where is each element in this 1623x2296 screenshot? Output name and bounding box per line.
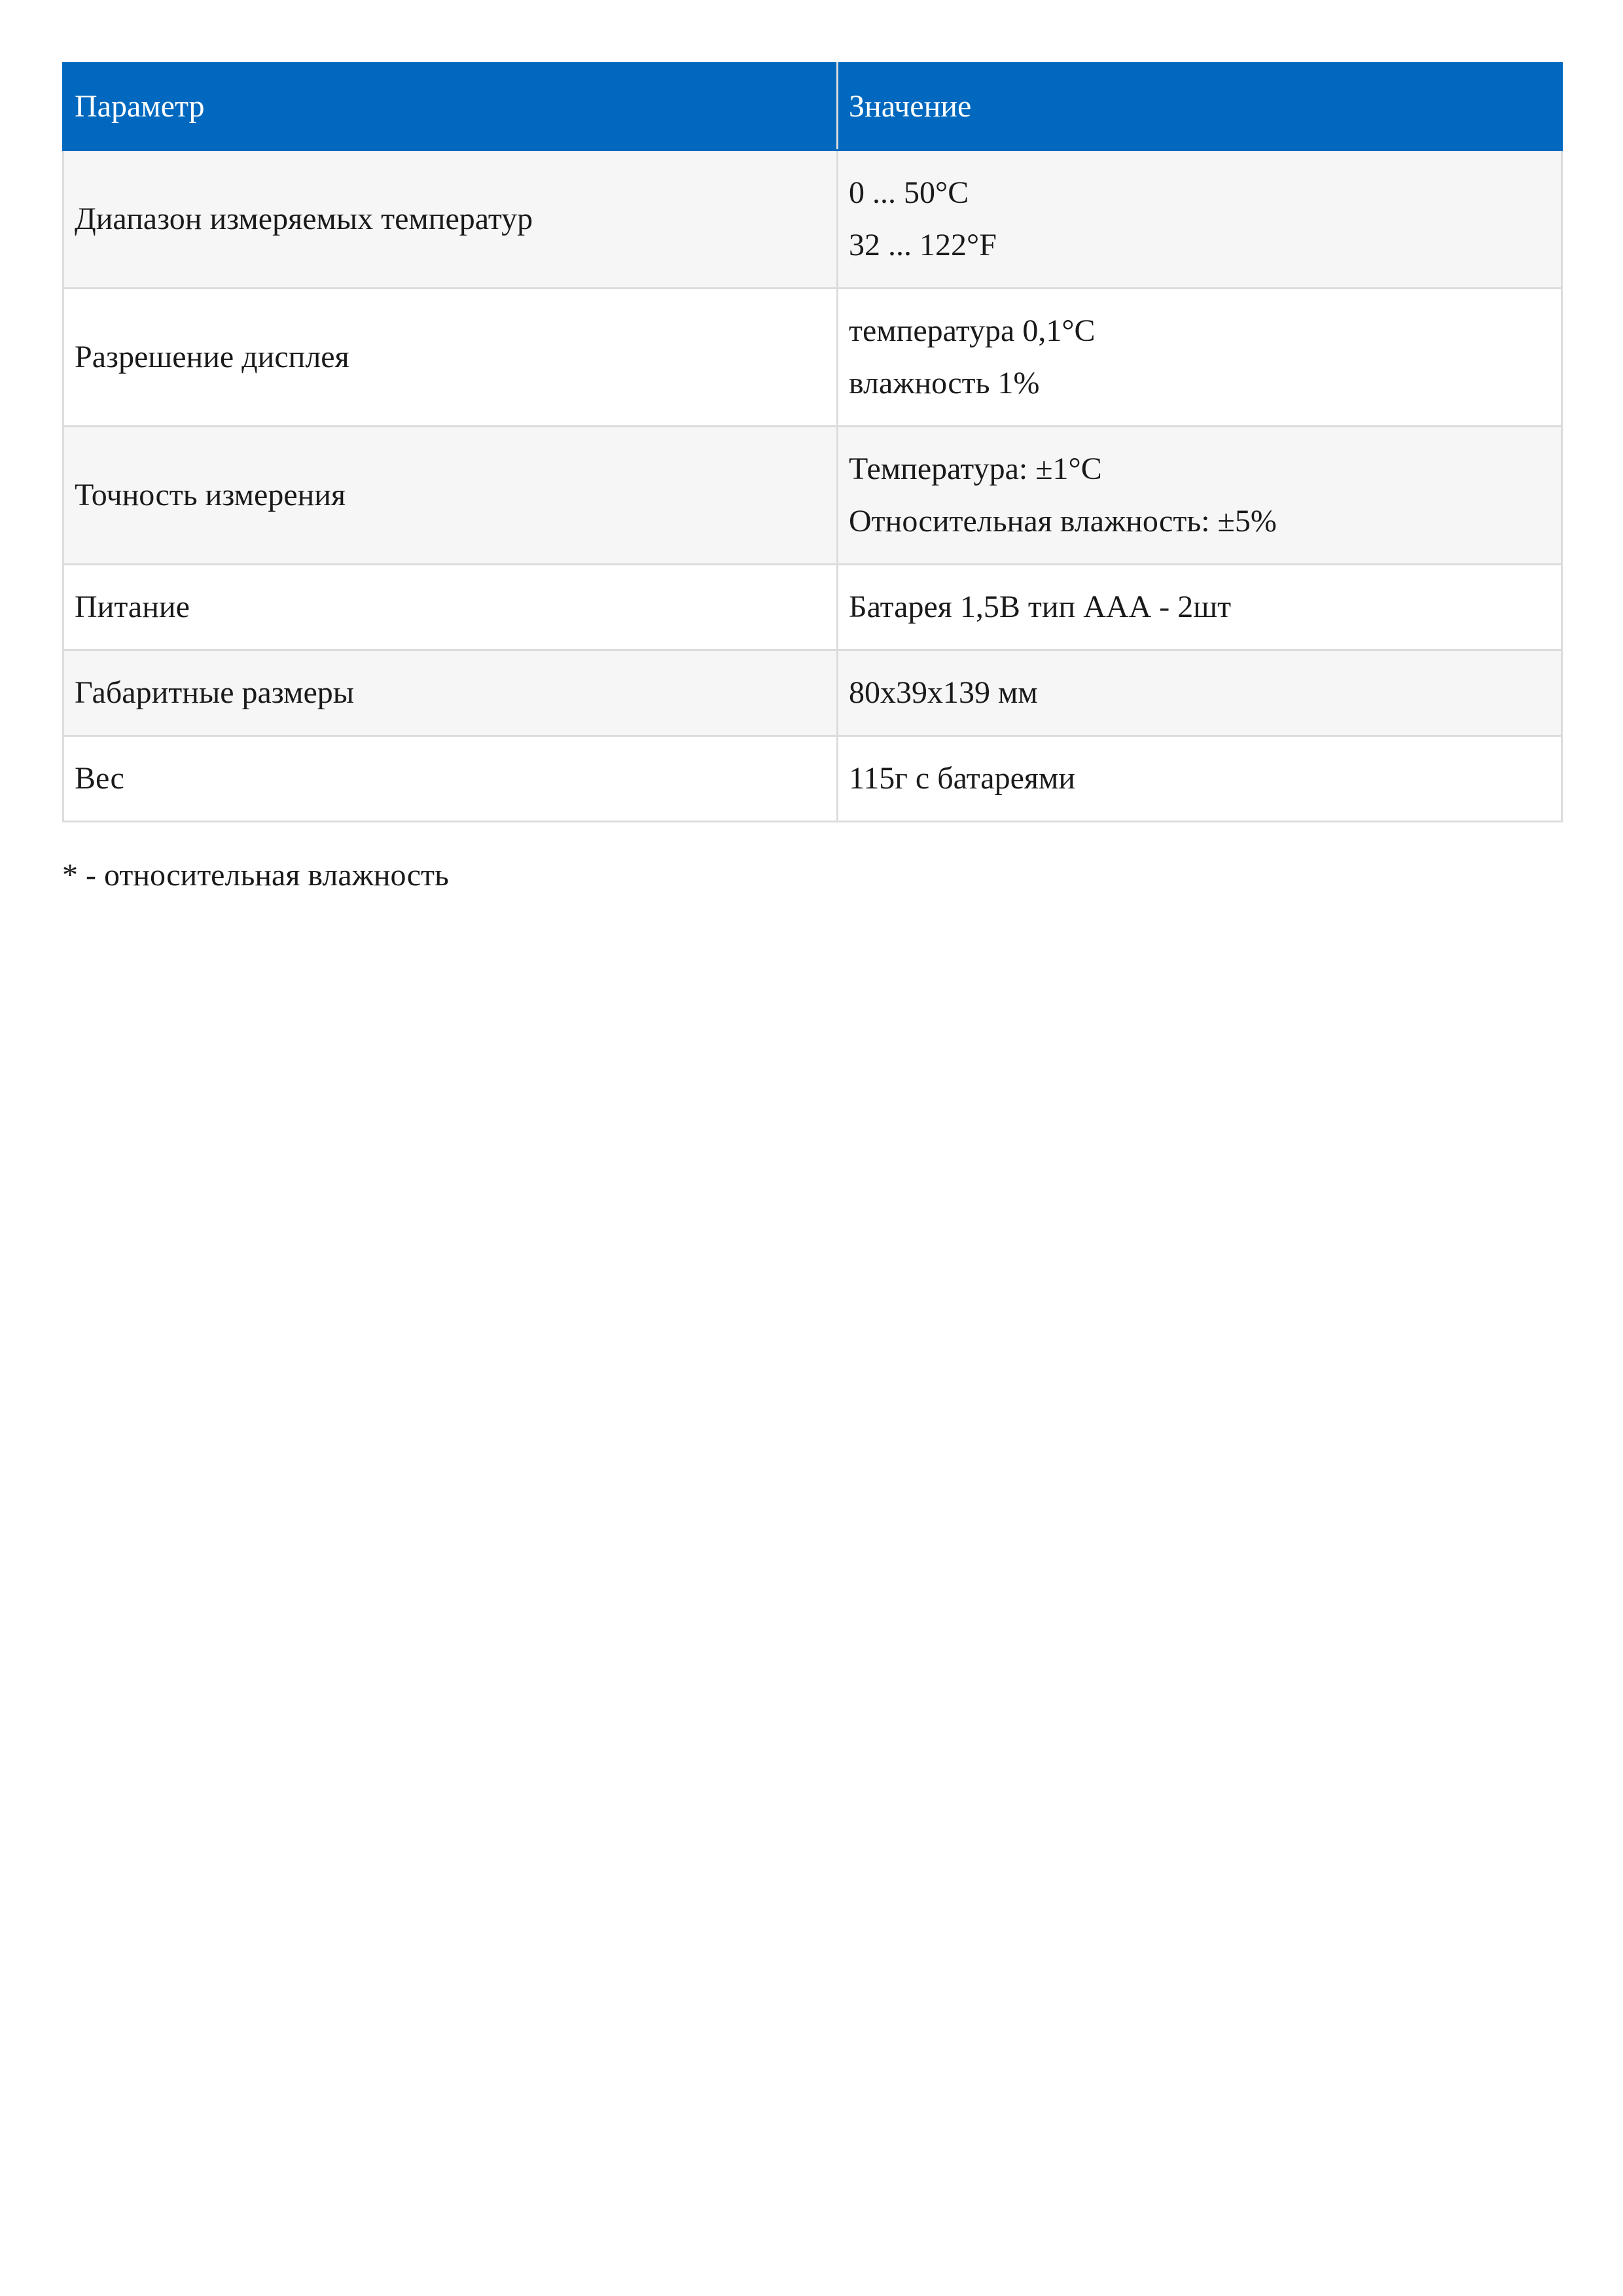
value-cell xyxy=(838,150,1562,289)
value-line: Батарея 1,5В тип ААА - 2шт xyxy=(849,590,1232,624)
param-cell: Габаритные размеры xyxy=(63,650,838,736)
value-cell xyxy=(838,565,1562,650)
table-row xyxy=(63,736,1562,822)
table-row xyxy=(63,150,1562,289)
footnote: * - относительная влажность xyxy=(62,858,449,892)
table-row xyxy=(63,565,1562,650)
table-header xyxy=(63,63,1562,150)
value-cell xyxy=(838,427,1562,565)
value-cell xyxy=(838,736,1562,822)
table-row xyxy=(63,289,1562,427)
table-row xyxy=(63,650,1562,736)
table-body xyxy=(63,150,1562,822)
header-value: Значение xyxy=(838,63,1562,150)
value-line: 32 ... 122°F xyxy=(849,228,997,262)
value-cell xyxy=(838,289,1562,427)
table-row xyxy=(63,427,1562,565)
value-line: 115г с батареями xyxy=(849,761,1076,796)
header-parameter: Параметр xyxy=(63,63,838,150)
param-cell: Питание xyxy=(63,565,838,650)
value-cell xyxy=(838,650,1562,736)
header-row xyxy=(63,63,1562,150)
spec-table xyxy=(62,62,1563,822)
value-line: Относительная влажность: ±5% xyxy=(849,504,1277,539)
value-line: 80x39x139 мм xyxy=(849,675,1038,710)
param-cell: Вес xyxy=(63,736,838,822)
param-cell: Диапазон измеряемых температур xyxy=(63,150,838,289)
value-line: 0 ... 50°С xyxy=(849,175,969,210)
value-line: Температура: ±1°С xyxy=(849,451,1102,486)
param-cell: Точность измерения xyxy=(63,427,838,565)
param-cell: Разрешение дисплея xyxy=(63,289,838,427)
value-line: влажность 1% xyxy=(849,366,1040,400)
value-line: температура 0,1°С xyxy=(849,313,1096,348)
